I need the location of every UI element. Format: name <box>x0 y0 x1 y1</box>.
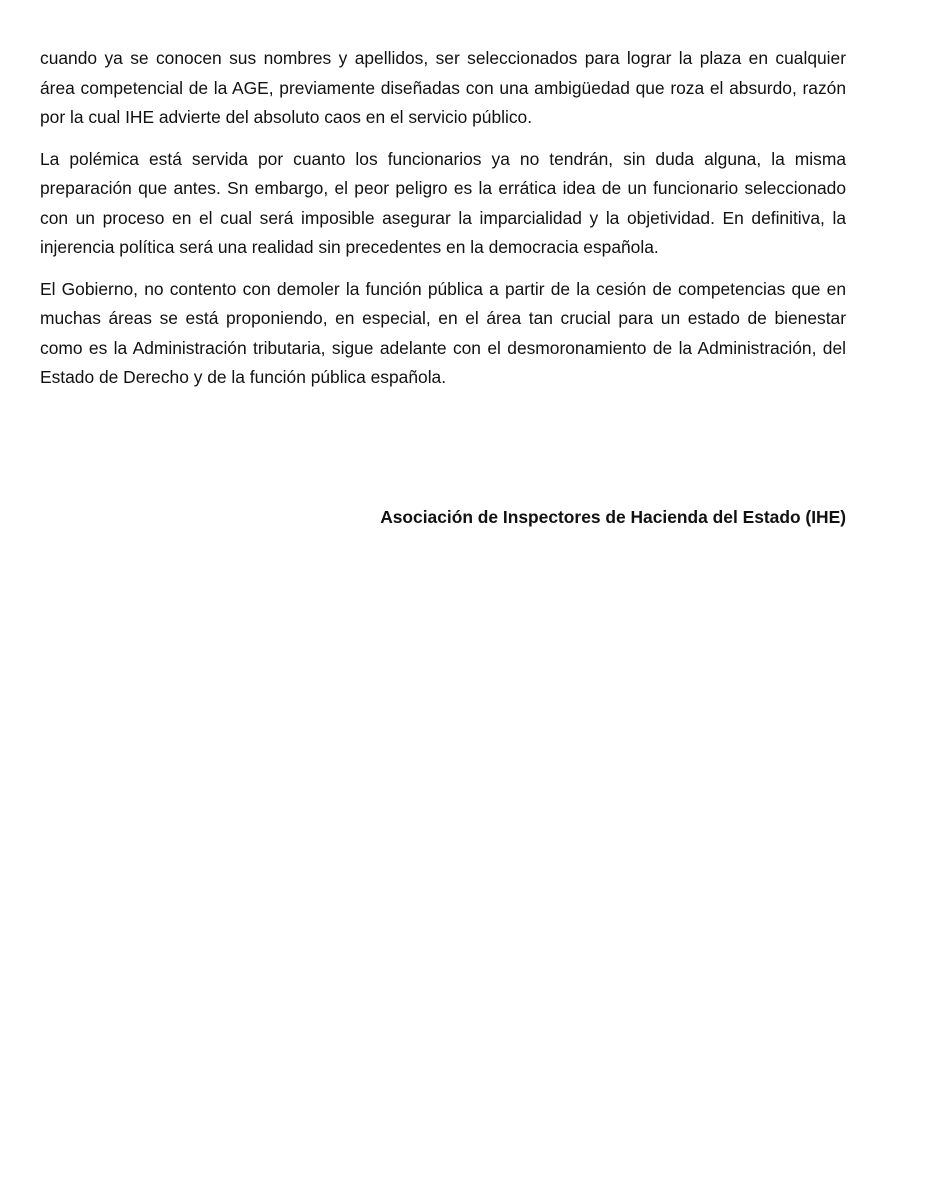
signature: Asociación de Inspectores de Hacienda del Estado (IHE) <box>380 507 846 527</box>
document-body <box>40 44 846 405</box>
paragraph-1: cuando ya se conocen sus nombres y apellidos, ser seleccionados para lograr la plaza en cualquier área competencial de la AGE, previamente diseñadas con una ambigüedad que roza el absurdo, razón por la cual IHE advierte del absoluto caos en el servicio público. <box>40 48 846 127</box>
paragraph-3: El Gobierno, no contento con demoler la función pública a partir de la cesión de competencias que en muchas áreas se está proponiendo, en especial, en el área tan crucial para un estado de bienestar como es la Administración tributaria, sigue adelante con el desmoronamiento de la Administración, del Estado de Derecho y de la función pública española. <box>40 278 846 387</box>
paragraph-2: La polémica está servida por cuanto los funcionarios ya no tendrán, sin duda alguna, la misma preparación que antes. Sn embargo, el peor peligro es la errática idea de un funcionario seleccionado con un proceso en el cual será imposible asegurar la imparcialidad y la objetividad. En definitiva, la injerencia política será una realidad sin precedentes en la democracia española. <box>40 148 846 257</box>
